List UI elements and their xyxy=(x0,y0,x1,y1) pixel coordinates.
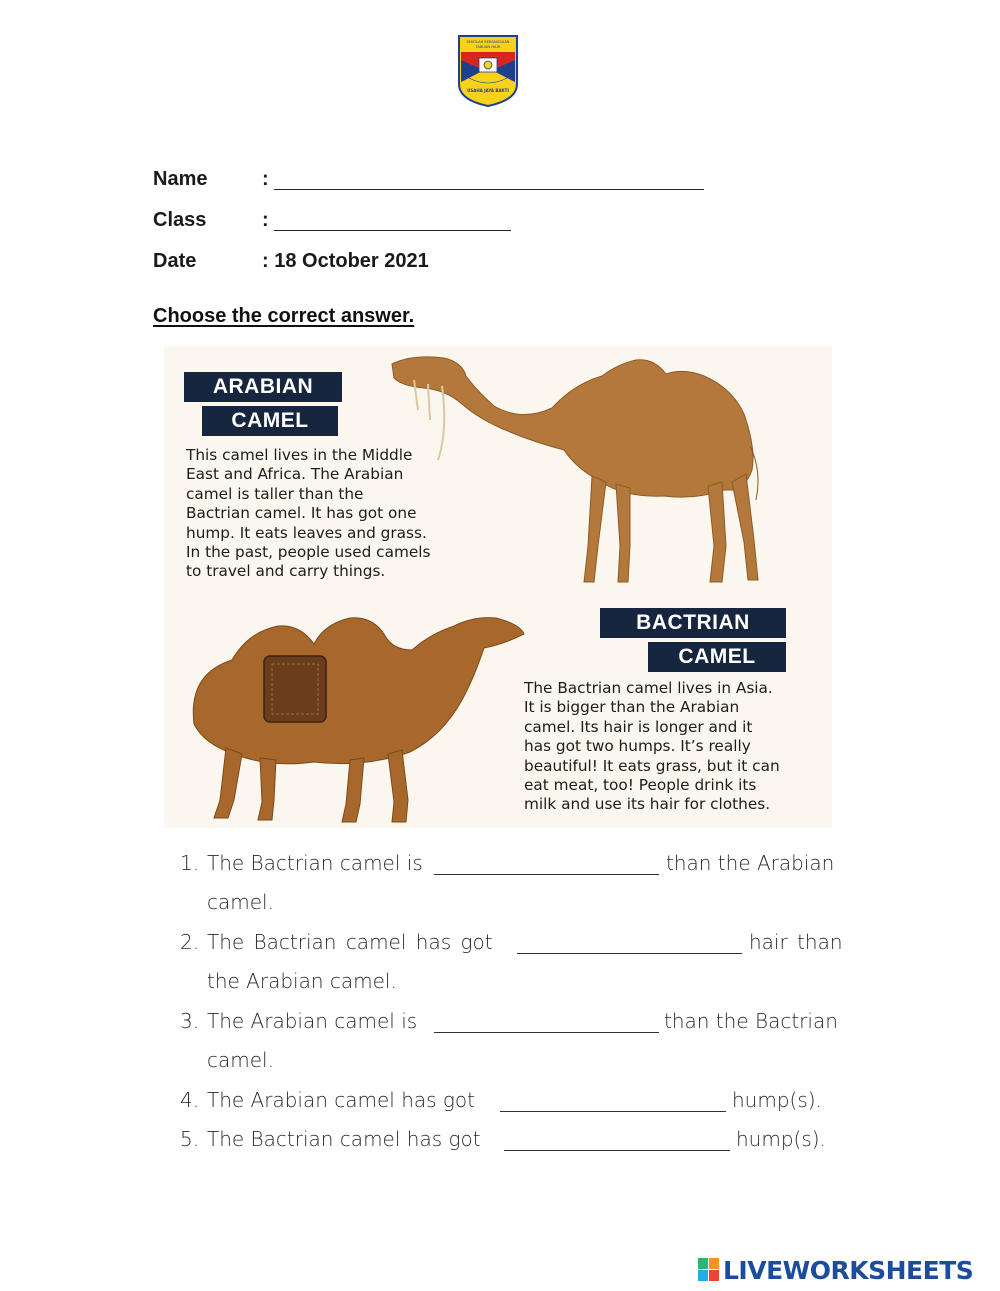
arabian-camel-image xyxy=(384,350,804,586)
bactrian-line: eat meat, too! People drink its xyxy=(524,776,757,795)
svg-text:USAHA JAYA BAKTI: USAHA JAYA BAKTI xyxy=(467,88,509,93)
arabian-line: camel is taller than the xyxy=(186,484,364,503)
arabian-line: to travel and carry things. xyxy=(186,562,386,581)
question-5-text-after: hump(s). xyxy=(736,1127,826,1151)
arabian-line: This camel lives in the Middle xyxy=(186,446,413,464)
bactrian-line: has got two humps. It’s really xyxy=(524,737,751,756)
bactrian-line: milk and use its hair for clothes. xyxy=(524,795,771,814)
question-4-text: The Arabian camel has got xyxy=(207,1088,475,1112)
question-number: 2. xyxy=(180,930,200,954)
bactrian-title-line2: CAMEL xyxy=(648,642,786,672)
question-1-text-cont: camel. xyxy=(207,890,274,914)
question-2-answer-field[interactable] xyxy=(517,953,742,954)
question-3-text-cont: camel. xyxy=(207,1048,274,1072)
question-3-text: The Arabian camel is xyxy=(207,1009,418,1033)
question-3-answer-field[interactable] xyxy=(434,1032,659,1033)
question-number: 1. xyxy=(180,851,200,875)
bactrian-line: camel. Its hair is longer and it xyxy=(524,717,753,736)
question-2-text: The Bactrian camel has got xyxy=(207,930,493,954)
bactrian-camel-image xyxy=(174,604,534,826)
question-1-text: The Bactrian camel is xyxy=(207,851,423,875)
question-1-text-after: than the Arabian xyxy=(666,851,835,875)
liveworksheets-logo[interactable] xyxy=(698,1255,973,1285)
arabian-line: Bactrian camel. It has got one xyxy=(186,504,417,523)
arabian-passage-text xyxy=(186,446,431,582)
name-field[interactable] xyxy=(274,189,704,190)
bactrian-line: It is bigger than the Arabian xyxy=(524,698,740,717)
bactrian-title-line1: BACTRIAN xyxy=(600,608,786,638)
question-number: 5. xyxy=(180,1127,200,1151)
arabian-line: East and Africa. The Arabian xyxy=(186,465,404,484)
arabian-line: hump. It eats leaves and grass. xyxy=(186,523,427,542)
question-4-answer-field[interactable] xyxy=(500,1111,726,1112)
question-5-answer-field[interactable] xyxy=(504,1150,730,1151)
bactrian-line: beautiful! It eats grass, but it can xyxy=(524,756,780,775)
school-crest-logo xyxy=(457,34,519,108)
liveworksheets-blocks-icon xyxy=(698,1258,720,1282)
date-label: Date xyxy=(153,250,197,272)
question-number: 3. xyxy=(180,1009,200,1033)
date-value: : 18 October 2021 xyxy=(262,250,429,272)
bactrian-line: The Bactrian camel lives in Asia. xyxy=(524,679,773,697)
name-colon: : xyxy=(262,168,269,190)
class-field[interactable] xyxy=(274,230,511,231)
question-1-answer-field[interactable] xyxy=(434,874,659,875)
crest-top-text: SEKOLAH KEBANGSAAN xyxy=(466,40,510,44)
question-5-text: The Bactrian camel has got xyxy=(207,1127,481,1151)
arabian-title-line2: CAMEL xyxy=(202,406,338,436)
class-label: Class xyxy=(153,209,207,231)
question-4-text-after: hump(s). xyxy=(732,1088,822,1112)
svg-text:TABUAN HILIR: TABUAN HILIR xyxy=(475,45,501,49)
class-colon: : xyxy=(262,209,269,231)
bactrian-passage-text xyxy=(524,679,780,815)
liveworksheets-logo-text: LIVEWORKSHEETS xyxy=(723,1255,974,1285)
reading-passage-image xyxy=(164,346,832,828)
question-2-text-after: hair than xyxy=(749,930,843,954)
question-3-text-after: than the Bactrian xyxy=(664,1009,838,1033)
arabian-title-line1: ARABIAN xyxy=(184,372,342,402)
arabian-line: In the past, people used camels xyxy=(186,543,431,562)
name-label: Name xyxy=(153,168,208,190)
instruction-heading: Choose the correct answer. xyxy=(153,305,415,327)
question-2-text-cont: the Arabian camel. xyxy=(207,969,397,993)
question-number: 4. xyxy=(180,1088,200,1112)
